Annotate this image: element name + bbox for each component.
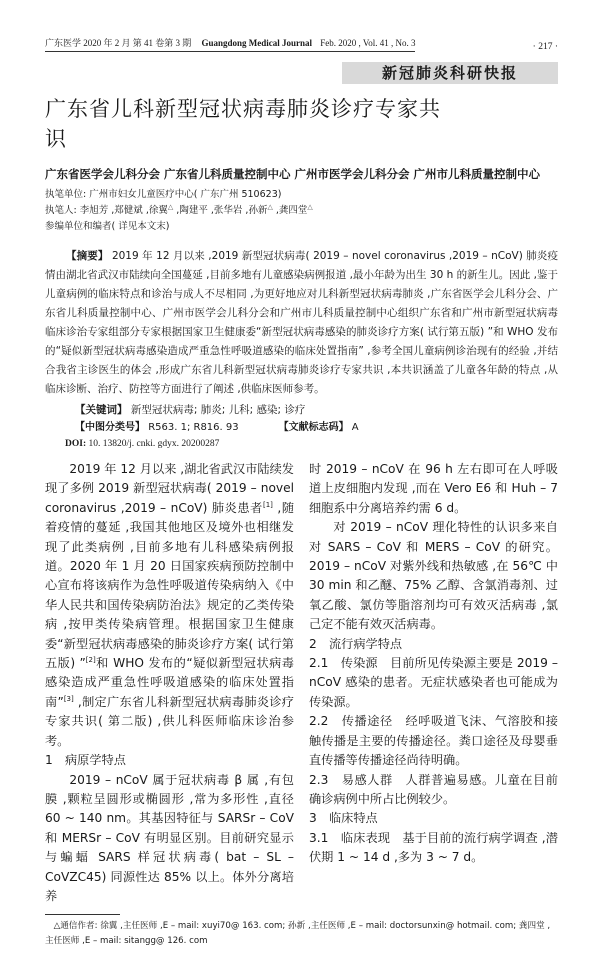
doi-label: DOI:	[65, 439, 87, 449]
writer: 龚四堂△	[278, 202, 313, 216]
body-column-right	[309, 460, 558, 868]
writer: 张华岩	[213, 205, 243, 216]
writer: 郑健斌	[114, 205, 143, 216]
citation: [3]	[63, 694, 74, 703]
writers-label: 执笔人:	[45, 205, 80, 216]
writer: 陶建平	[179, 205, 208, 216]
running-header-row	[45, 36, 558, 52]
abstract	[45, 247, 558, 399]
physchem-paragraph: 对 2019 – nCoV 理化特性的认识多来自对 SARS – CoV 和 MERS – CoV 的研究。2019 – nCoV 对紫外线和热敏感 ,在 56℃ 中 30 min 和乙醚、75% 乙醇、含氯消毒剂、过氧乙酸、氯仿等脂溶剂均可有效灭活病毒 ,氯己定不能有效灭活病毒。	[309, 520, 558, 632]
writing-unit: 执笔单位: 广州市妇女儿童医疗中心( 广东广州 510623)	[45, 189, 282, 200]
clc-label: 【中图分类号】	[75, 422, 145, 433]
keywords-label: 【关键词】	[75, 404, 128, 416]
abstract-label: 【摘要】	[66, 250, 109, 262]
footnote: △通信作者: 徐翼 ,主任医师 ,E – mail: xuyi70@ 163. com; 孙新 ,主任医师 ,E – mail: doctorsunxin@ hotmail. com; 龚四堂 ,主任医师 ,E – mail: sitangg@ 126. com	[45, 921, 551, 947]
pathogen-paragraph: 2019 – nCoV 属于冠状病毒 β 属 ,有包膜 ,颗粒呈圆形或椭圆形 ,常为多形性 ,直径 60 ~ 140 nm。其基因特征与 SARSr – CoV 和 MERSr – CoV 有明显区别。目前研究显示与蝙蝠 SARS 样冠状病毒( bat – SL – CoVZC45) 同源性达 85% 以上。体外分离培养	[45, 772, 294, 903]
subsection-3-1: 3.1 临床表现 基于目前的流行病学调查 ,潜伏期 1 ~ 14 d ,多为 3 ~ 7 d。	[309, 830, 558, 865]
subsection-2-3: 2.3 易感人群 人群普遍易感。儿童在目前确诊病例中所占比例较少。	[309, 772, 558, 806]
subsection-2-2: 2.2 传播途径 经呼吸道飞沫、气溶胶和接触传播是主要的传播途径。粪口途径及母婴垂直传播等传播途径尚待明确。	[309, 714, 558, 768]
footnote-divider	[45, 914, 120, 915]
section-heading-2: 2 流行病学特点	[309, 636, 403, 651]
writer: 李旭芳	[79, 205, 109, 216]
intro-paragraph: 2019 年 12 月以来 ,湖北省武汉市陆续发现了多例 2019 新型冠状病毒( 2019 – novel coronavirus ,2019 – nCoV) 肺炎患者[1] ,随着疫情的蔓延 ,我国其他地区及境外也相继发现了此类病例 ,目前多地有儿科感染病例报道。2020 年 1 月 20 日国家疾病预防控制中心宣布将该病作为急性呼吸道传染病纳入《中华人民共和国传染病防治法》规定的乙类传染病 ,按甲类传染病管理。根据国家卫生健康委“新型冠状病毒感染的肺炎诊疗方案( 试行第五版) ”[2]和 WHO 发布的“疑似新型冠状病毒感染造成严重急性呼吸道感染的临床处置指南”[3] ,制定广东省儿科新型冠状病毒肺炎诊疗专家共识( 第二版) ,供儿科医师临床诊治参考。	[45, 462, 295, 748]
pathogen-paragraph-cont: 时 2019 – nCoV 在 96 h 左右即可在人呼吸道上皮细胞内发现 ,而在 Vero E6 和 Huh – 7 细胞系中分离培养约需 6 d。	[309, 462, 558, 515]
running-header	[45, 36, 415, 52]
article-title: 广东省儿科新型冠状病毒肺炎诊疗专家共识	[45, 97, 441, 151]
body-column-left	[45, 460, 294, 906]
clc-value: R563. 1; R816. 93	[148, 422, 239, 433]
author-organizations: 广东省医学会儿科分会 广东省儿科质量控制中心 广州市医学会儿科分会 广州市儿科质量控制中心	[45, 167, 541, 181]
section-heading-3: 3 临床特点	[309, 811, 378, 826]
writer: 孙新△	[248, 202, 273, 216]
section-banner: 新冠肺炎科研快报	[342, 62, 558, 84]
writer: 徐翼△	[148, 202, 174, 216]
citation: [1]	[262, 500, 273, 509]
abstract-text: 2019 年 12 月以来 ,2019 新型冠状病毒( 2019 – novel coronavirus ,2019 – nCoV) 肺炎疫情由湖北省武汉市陆续向全国蔓延 ,目前多地有儿童感染病例报道 ,最小年龄为出生 30 h 的新生儿。因此 ,鉴于儿童病例的临床特点和诊治与成人不尽相同 ,为更好地应对儿科新型冠状病毒肺炎 ,广东省医学会儿科分会、广东省儿科质量控制中心、广州市医学会儿科分会和广州市儿科质量控制中心组织广东省和广州市新型冠状病毒临床诊治专家组部分专家根据国家卫生健康委“新型冠状病毒感染的肺炎诊疗方案( 试行第五版) ”和 WHO 发布的“疑似新型冠状病毒感染造成严重急性呼吸道感染的临床处置指南” ,参考全国儿童病例诊治现有的经验 ,并结合我省主诊医生的体会 ,形成广东省儿科新型冠状病毒肺炎诊疗专家共识 ,本共识涵盖了儿童各年龄的特点 ,从临床诊断、治疗、防控等方面进行了阐述 ,供临床医师参考。	[45, 250, 559, 395]
section-heading-1: 1 病原学特点	[45, 753, 126, 768]
body-columns	[45, 460, 558, 906]
keywords-text: 新型冠状病毒; 肺炎; 儿科; 感染; 诊疗	[130, 404, 306, 416]
author-meta	[45, 187, 558, 235]
page-number: · 217 ·	[532, 42, 558, 52]
clc	[75, 419, 239, 436]
doi-value: 10. 13820/j. cnki. gdyx. 20200287	[88, 439, 220, 449]
citation: [2]	[85, 656, 96, 664]
classification	[45, 419, 558, 436]
issue-en: Feb. 2020 , Vol. 41 , No. 3	[320, 38, 416, 48]
keywords	[45, 401, 558, 419]
contributors: 参编单位和编者( 详见本文末)	[45, 221, 170, 232]
doc-code: 【文献标志码】 A	[278, 422, 359, 433]
doi	[45, 436, 558, 452]
journal-en: Guangdong Medical Journal	[201, 38, 313, 48]
writers: 执笔人: 李旭芳 ,郑健斌 ,徐翼△ ,陶建平 ,张华岩 ,孙新△ ,龚四堂△	[45, 202, 313, 216]
journal-cn: 广东医学 2020 年 2 月 第 41 卷第 3 期	[45, 38, 192, 48]
subsection-2-1: 2.1 传染源 目前所见传染源主要是 2019 – nCoV 感染的患者。无症状感染者也可能成为传染源。	[309, 656, 558, 709]
